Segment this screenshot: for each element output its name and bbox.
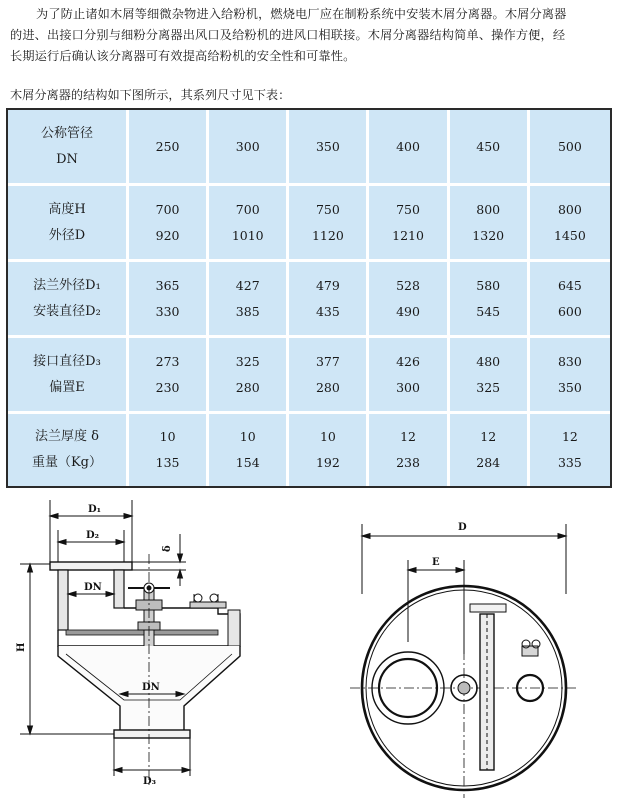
cell-value: 273 (155, 353, 180, 369)
cell-value: 920 (155, 227, 180, 243)
row-header-line: 重量（Kg） (31, 455, 103, 471)
cell-value: 12 (400, 429, 416, 445)
row-header-line: 偏置E (49, 379, 85, 395)
label-e: E (432, 557, 440, 568)
cell-value: 426 (396, 353, 420, 369)
table-cell (369, 338, 449, 414)
cell-value: 280 (315, 379, 340, 395)
cell-value: 10 (159, 429, 176, 445)
table-cell (289, 110, 369, 186)
description-paragraph (10, 4, 612, 67)
side-elevation-drawing (20, 500, 240, 786)
row-header (8, 186, 129, 262)
cell-value: 350 (557, 379, 582, 395)
cell-value: 1450 (553, 227, 586, 243)
table-cell (129, 110, 209, 186)
table-row (8, 186, 610, 262)
cell-value: 192 (315, 455, 340, 471)
label-d: D (458, 522, 467, 533)
cell-value: 330 (155, 303, 180, 319)
table-cell (450, 414, 530, 486)
plan-view-drawing (350, 524, 578, 798)
table-cell (369, 262, 449, 338)
table-intro: 木屑分离器的结构如下图所示，其系列尺寸见下表： (10, 88, 291, 102)
row-header (8, 262, 129, 338)
cell-value: 545 (476, 303, 501, 319)
label-dn-top: DN (84, 582, 102, 593)
table-cell (450, 110, 530, 186)
paragraph-line: 的进、出接口分别与细粉分离器出风口及给粉机的进风口相联接。木屑分离器结构简单、操作方便，经 (10, 28, 566, 42)
cell-value: 325 (235, 353, 260, 369)
row-header-line: 法兰外径D₁ (33, 277, 101, 293)
cell-value: 830 (557, 353, 582, 369)
row-header-line: DN (56, 151, 78, 167)
cell-value: 800 (557, 201, 582, 217)
cell-value: 325 (476, 379, 501, 395)
cell-value: 154 (235, 455, 260, 471)
table-cell (209, 338, 289, 414)
cell-value: 230 (155, 379, 180, 395)
table-cell (289, 186, 369, 262)
label-d2: D₂ (86, 530, 100, 541)
table-row (8, 338, 610, 414)
paragraph-line: 长期运行后确认该分离器可有效提高给粉机的安全性和可靠性。 (10, 49, 356, 63)
table-row (8, 414, 610, 486)
cell-value: 700 (235, 201, 260, 217)
table-row (8, 110, 610, 186)
row-header-line: 高度H (48, 201, 86, 217)
cell-value: 427 (235, 277, 260, 293)
table-cell (369, 414, 449, 486)
cell-value: 365 (155, 277, 180, 293)
cell-value: 528 (396, 277, 420, 293)
table-cell (289, 414, 369, 486)
cell-value: 700 (155, 201, 180, 217)
cell-value: 135 (155, 455, 180, 471)
row-header-line: 接口直径D₃ (33, 353, 101, 369)
table-cell (129, 338, 209, 414)
table-cell (530, 110, 610, 186)
cell-value: 300 (396, 379, 420, 395)
cell-value: 335 (557, 455, 582, 471)
cell-value: 12 (561, 429, 578, 445)
cell-value: 284 (476, 455, 501, 471)
cell-value: 12 (480, 429, 497, 445)
table-cell (530, 338, 610, 414)
table-cell (209, 414, 289, 486)
row-header-line: 外径D (48, 227, 86, 243)
cell-value: 377 (315, 353, 340, 369)
table-cell (129, 414, 209, 486)
table-cell (289, 338, 369, 414)
label-d1: D₁ (88, 504, 102, 515)
table-cell (129, 186, 209, 262)
table-cell (129, 262, 209, 338)
cell-value: 479 (315, 277, 340, 293)
cell-value: 645 (557, 277, 582, 293)
row-header-line: 安装直径D₂ (33, 303, 101, 319)
table-cell (530, 186, 610, 262)
label-d3: D₃ (143, 776, 157, 787)
cell-value: 300 (235, 138, 260, 154)
cell-value: 10 (239, 429, 256, 445)
table-cell (450, 338, 530, 414)
label-h: H (16, 642, 27, 652)
table-cell (289, 262, 369, 338)
cell-value: 500 (557, 138, 582, 154)
cell-value: 250 (155, 138, 180, 154)
table-cell (209, 186, 289, 262)
cell-value: 1210 (392, 227, 424, 243)
cell-value: 750 (315, 201, 340, 217)
cell-value: 238 (396, 455, 420, 471)
cell-value: 600 (557, 303, 582, 319)
cell-value: 10 (319, 429, 336, 445)
cell-value: 800 (476, 201, 501, 217)
table-cell (530, 262, 610, 338)
row-header (8, 338, 129, 414)
table-cell (209, 110, 289, 186)
cell-value: 750 (396, 201, 420, 217)
cell-value: 350 (315, 138, 340, 154)
cell-value: 450 (476, 138, 501, 154)
cell-value: 490 (396, 303, 420, 319)
dimension-table (6, 108, 612, 488)
table-cell (369, 186, 449, 262)
table-cell (369, 110, 449, 186)
cell-value: 385 (235, 303, 260, 319)
cell-value: 400 (396, 138, 420, 154)
cell-value: 580 (476, 277, 501, 293)
cell-value: 280 (235, 379, 260, 395)
row-header (8, 414, 129, 486)
table-cell (450, 186, 530, 262)
paragraph-line: 为了防止诸如木屑等细微杂物进入给粉机，燃烧电厂应在制粉系统中安装木屑分离器。木屑分离器 (36, 7, 567, 21)
table-row (8, 262, 610, 338)
cell-value: 1120 (311, 227, 344, 243)
table-cell (450, 262, 530, 338)
cell-value: 1320 (472, 227, 505, 243)
cell-value: 1010 (231, 227, 264, 243)
row-header (8, 110, 129, 186)
row-header-line: 公称管径 (40, 125, 93, 141)
row-header-line: 法兰厚度 δ (35, 429, 99, 445)
cell-value: 435 (315, 303, 340, 319)
cell-value: 480 (476, 353, 501, 369)
label-dn-bottom: DN (142, 682, 160, 693)
table-cell (209, 262, 289, 338)
table-cell (530, 414, 610, 486)
structure-drawings (0, 494, 620, 802)
label-delta: δ (162, 545, 173, 552)
